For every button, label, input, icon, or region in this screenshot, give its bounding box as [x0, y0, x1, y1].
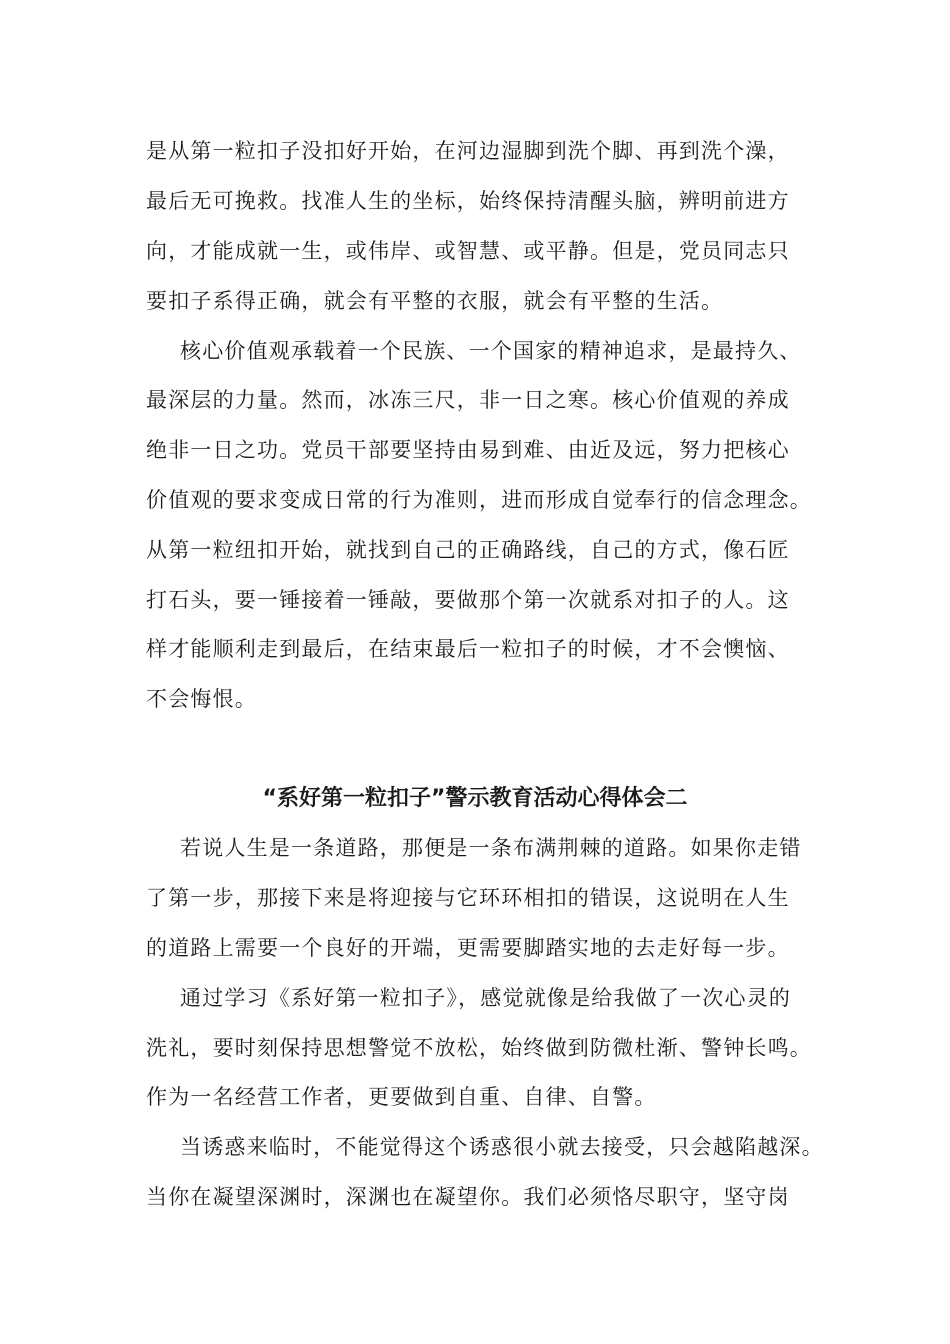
- paragraph-line: 若说人生是一条道路，那便是一条布满荆棘的道路。如果你走错: [180, 836, 802, 860]
- paragraph-line: 当你在凝望深渊时，深渊也在凝望你。我们必须恪尽职守，坚守岗: [146, 1185, 790, 1209]
- paragraph-line: 样才能顺利走到最后，在结束最后一粒扣子的时候，才不会懊恼、: [146, 637, 790, 661]
- paragraph-line: 当诱惑来临时，不能觉得这个诱惑很小就去接受，只会越陷越深。: [180, 1135, 824, 1159]
- paragraph-line: 不会悔恨。: [146, 687, 257, 711]
- paragraph-line: 通过学习《系好第一粒扣子》，感觉就像是给我做了一次心灵的: [180, 986, 792, 1010]
- paragraph-line: 的道路上需要一个良好的开端，更需要脚踏实地的去走好每一步。: [146, 936, 790, 960]
- paragraph-line: 是从第一粒扣子没扣好开始，在河边湿脚到洗个脚、再到洗个澡，: [146, 139, 790, 163]
- section-title: “系好第一粒扣子”警示教育活动心得体会二: [262, 786, 688, 811]
- paragraph-line: 最后无可挽救。找准人生的坐标，始终保持清醒头脑，辨明前进方: [146, 189, 790, 213]
- paragraph-line: 绝非一日之功。党员干部要坚持由易到难、由近及远，努力把核心: [146, 438, 790, 462]
- paragraph-line: 洗礼，要时刻保持思想警觉不放松，始终做到防微杜渐、警钟长鸣。: [146, 1036, 812, 1060]
- paragraph-line: 从第一粒纽扣开始，就找到自己的正确路线，自己的方式，像石匠: [146, 538, 790, 562]
- paragraph-line: 打石头，要一锤接着一锤敲，要做那个第一次就系对扣子的人。这: [146, 588, 790, 612]
- paragraph-line: 价值观的要求变成日常的行为准则，进而形成自觉奉行的信念理念。: [146, 488, 812, 512]
- paragraph-line: 要扣子系得正确，就会有平整的衣服，就会有平整的生活。: [146, 289, 724, 313]
- paragraph-line: 了第一步，那接下来是将迎接与它环环相扣的错误，这说明在人生: [146, 886, 790, 910]
- paragraph-line: 向，才能成就一生，或伟岸、或智慧、或平静。但是，党员同志只: [146, 239, 790, 263]
- paragraph-line: 最深层的力量。然而，冰冻三尺，非一日之寒。核心价值观的养成: [146, 388, 790, 412]
- paragraph-line: 核心价值观承载着一个民族、一个国家的精神追求，是最持久、: [180, 339, 802, 363]
- paragraph-line: 作为一名经营工作者，更要做到自重、自律、自警。: [146, 1085, 657, 1109]
